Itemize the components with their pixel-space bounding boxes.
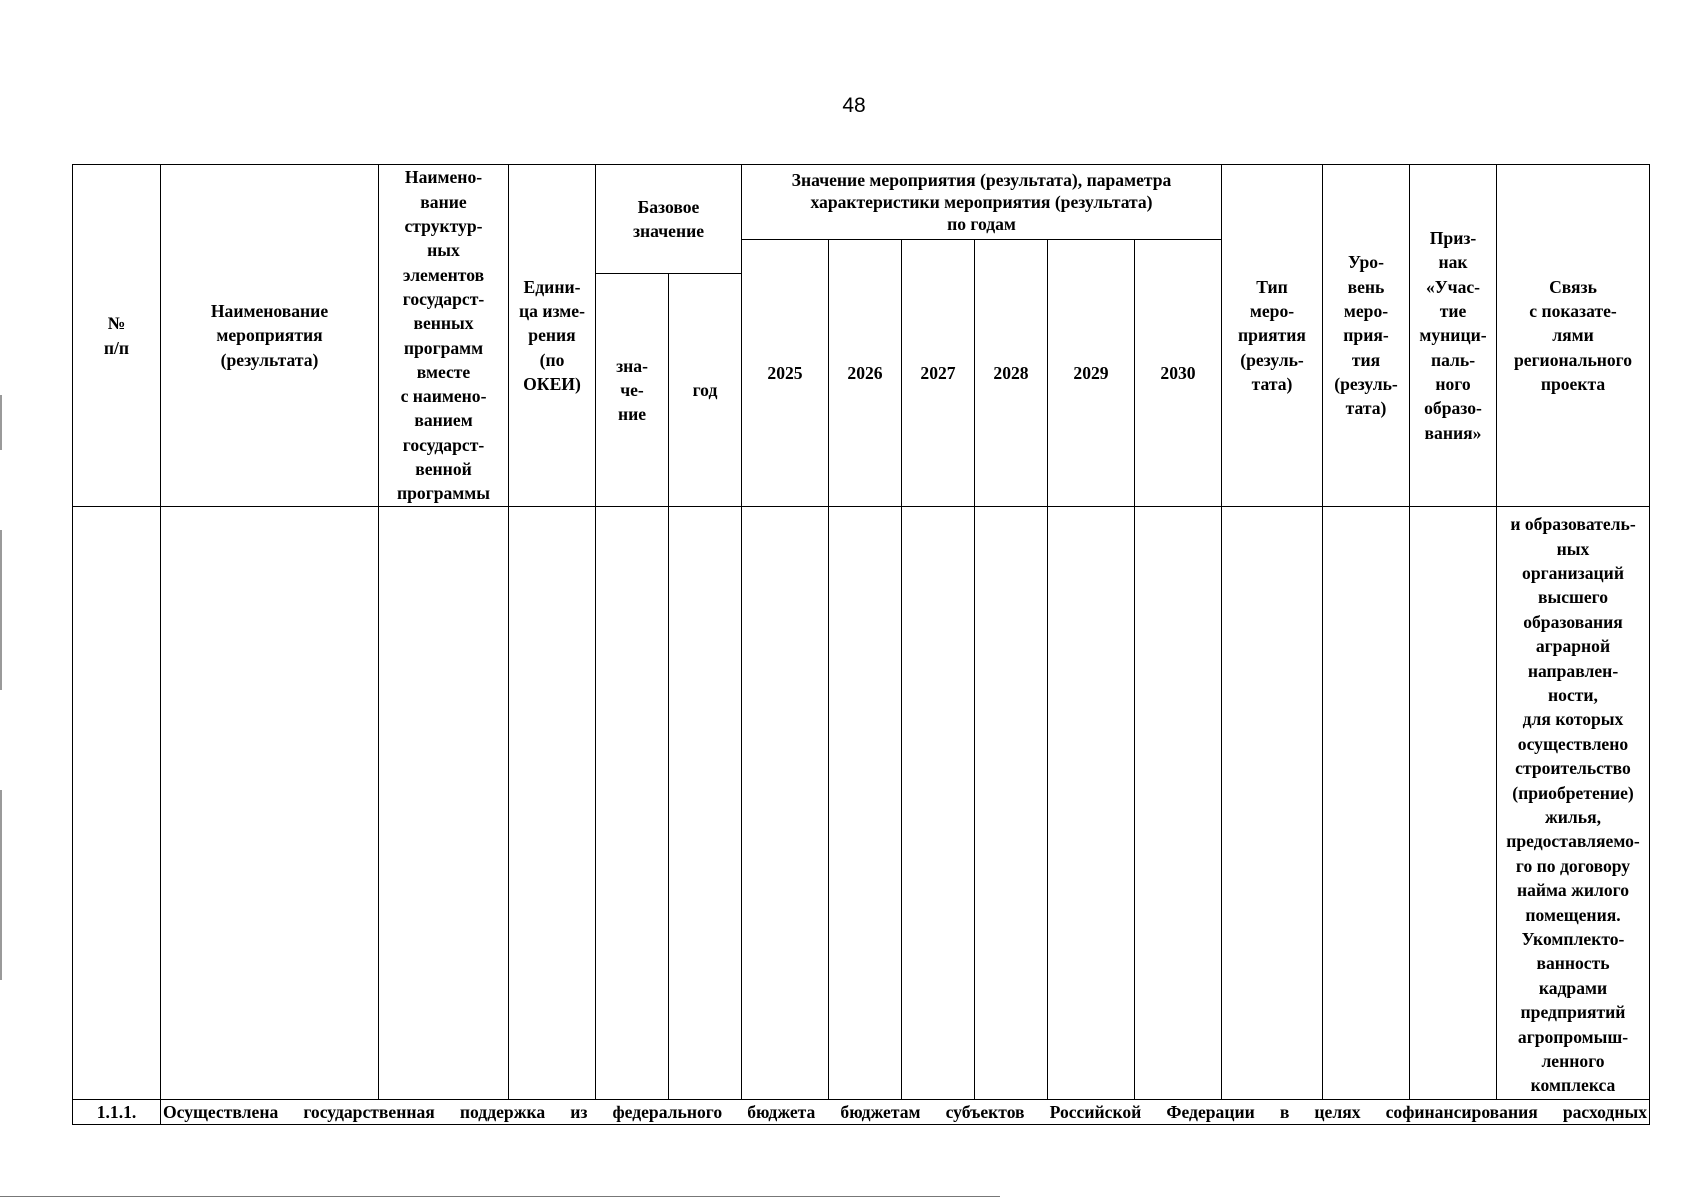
activities-table: [72, 164, 1650, 1125]
cell-unit: [509, 507, 596, 1100]
cell-2028: [975, 507, 1048, 1100]
header-structural-elements: Наимено- вание структур- ных элементов государст- венных программ вместе с наимено- ванием государст- венной программы: [379, 165, 509, 507]
scan-edge-mark: [0, 790, 2, 980]
table-row: [73, 507, 1650, 1100]
cell-activity-name: [161, 507, 379, 1100]
table-row: [73, 1100, 1650, 1125]
header-year-2027: 2027: [902, 240, 975, 507]
cell-2026: [829, 507, 902, 1100]
header-num: № п/п: [73, 165, 161, 507]
header-activity-type: Тип меро- приятия (резуль- тата): [1222, 165, 1323, 507]
header-activity-name: Наименование мероприятия (результата): [161, 165, 379, 507]
header-values-by-year: Значение мероприятия (результата), параметра характеристики мероприятия (результата) по годам: [742, 165, 1222, 240]
cell-municipal-participation: [1410, 507, 1497, 1100]
cell-2025: [742, 507, 829, 1100]
page-number: 48: [842, 94, 866, 117]
cell-activity-level: [1323, 507, 1410, 1100]
cell-row-description: Осуществлена государственная поддержка из федерального бюджета бюджетам субъектов Российской Федерации в целях софинансирования расходных: [161, 1100, 1650, 1125]
header-base-value-year: год: [669, 274, 742, 507]
header-municipal-participation: Приз- нак «Учас- тие муници- паль- ного образо- вания»: [1410, 165, 1497, 507]
cell-2027: [902, 507, 975, 1100]
header-base-value: Базовое значение: [596, 165, 742, 274]
header-base-value-value: зна- че- ние: [596, 274, 669, 507]
header-unit: Едини- ца изме- рения (по ОКЕИ): [509, 165, 596, 507]
header-regional-project-link: Связь с показате- лями регионального проекта: [1497, 165, 1650, 507]
cell-2029: [1048, 507, 1135, 1100]
cell-2030: [1135, 507, 1222, 1100]
header-year-2025: 2025: [742, 240, 829, 507]
cell-row-number: 1.1.1.: [73, 1100, 161, 1125]
cell-structural-elements: [379, 507, 509, 1100]
cell-activity-type: [1222, 507, 1323, 1100]
header-year-2028: 2028: [975, 240, 1048, 507]
header-year-2029: 2029: [1048, 240, 1135, 507]
scan-edge-mark: [0, 530, 2, 690]
cell-base-value: [596, 507, 669, 1100]
header-row-1: [73, 165, 1650, 240]
header-year-2026: 2026: [829, 240, 902, 507]
header-activity-level: Уро- вень меро- прия- тия (резуль- тата): [1323, 165, 1410, 507]
cell-num: [73, 507, 161, 1100]
header-year-2030: 2030: [1135, 240, 1222, 507]
cell-regional-project-link: и образователь- ных организаций высшего образования аграрной направлен- ности, для которых осуществлено строительство (приобретение) жилья, предоставляемо- го по договору найма жилого помещения. Укомплекто- ванность кадрами предприятий агропромыш- ленного комплекса: [1497, 507, 1650, 1100]
scan-edge-mark: [0, 395, 2, 450]
scan-bottom-line: [0, 1196, 1000, 1197]
cell-base-year: [669, 507, 742, 1100]
